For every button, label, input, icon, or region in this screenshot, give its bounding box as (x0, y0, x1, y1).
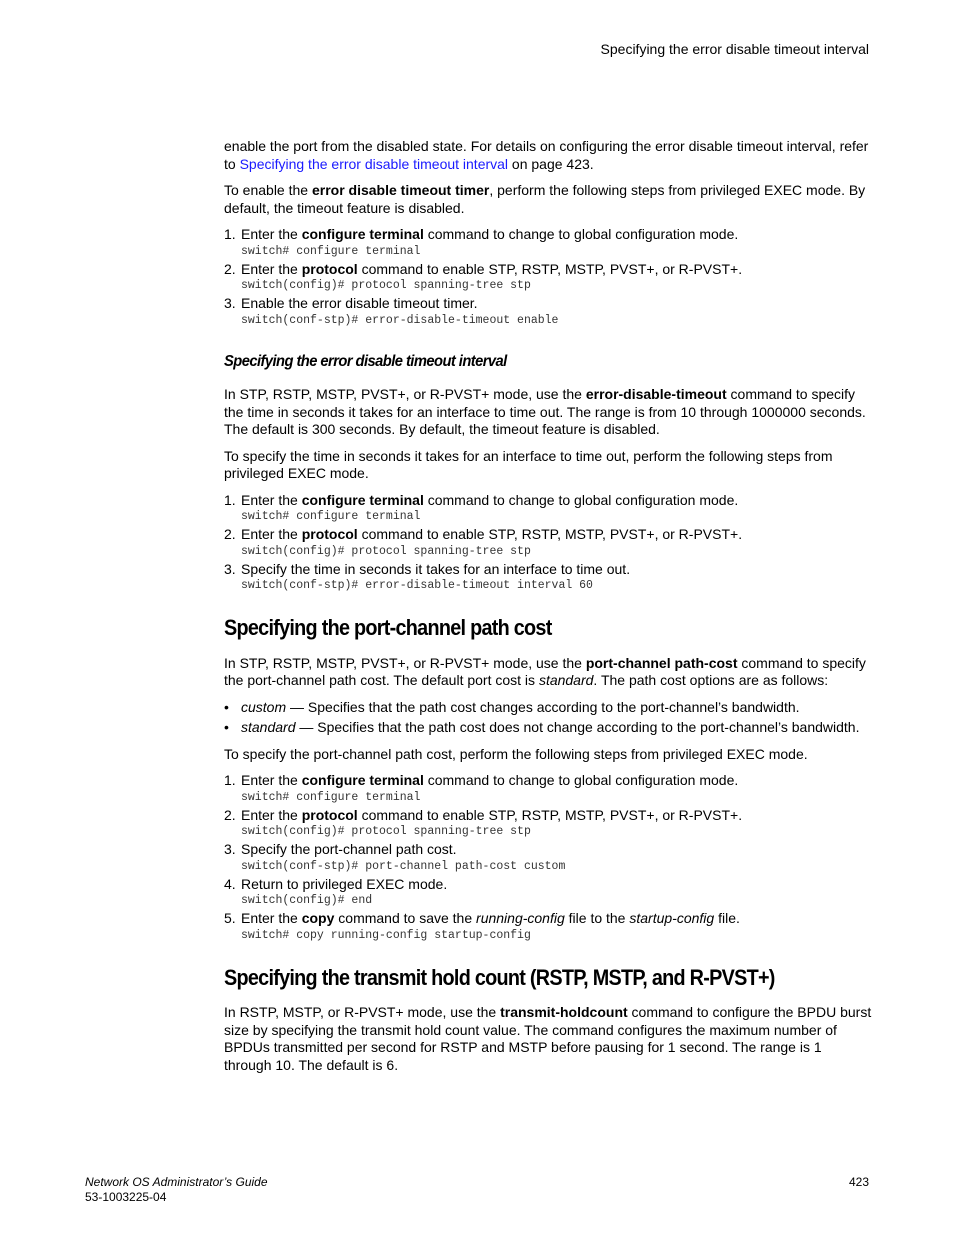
text: enable the port from the disabled state. For details on configuring the error disable timeout interval, refer to (224, 138, 869, 172)
step-number: 3. (224, 560, 236, 577)
step-number: 3. (224, 841, 236, 857)
text: file to the (564, 910, 630, 926)
text: command to change to global configuration mode. (423, 772, 739, 788)
text: Enter the (241, 491, 302, 508)
footer-doc-number: 53-1003225-04 (85, 1190, 167, 1204)
timeout-steps (224, 492, 872, 594)
bold-term: protocol (301, 526, 358, 542)
step-number: 4. (224, 875, 236, 892)
bold-term: configure terminal (301, 491, 424, 508)
bold-term: error disable timeout timer (311, 182, 490, 198)
list-item (224, 226, 872, 259)
bullet-glyph: • (224, 698, 229, 715)
text: command to enable STP, RSTP, MSTP, PVST+, or R-PVST+. (357, 526, 743, 542)
bold-term: protocol (301, 260, 358, 277)
text: file. (714, 910, 740, 926)
text: Specify the port-channel path cost. (241, 841, 457, 857)
code-example: switch# configure terminal (241, 790, 421, 804)
text: command to save the (334, 910, 477, 926)
italic-term: standard (241, 719, 296, 735)
list-item (224, 492, 872, 525)
subsection-heading: Specifying the error disable timeout interval (224, 352, 507, 370)
text: Enter the (241, 526, 302, 542)
text: command to configure the BPDU burst size by specifying the transmit hold count value. The command configures the maximum number of BPDUs transmitted per second for RSTP and MSTP before pausing for 1 second. The range is 1 through 10. The default is 6. (224, 1004, 872, 1073)
pathcost-paragraph-1 (224, 655, 872, 690)
text: In STP, RSTP, MSTP, PVST+, or R-PVST+ mode, use the (224, 654, 586, 671)
pathcost-paragraph-2: To specify the port-channel path cost, perform the following steps from privileged EXEC mode. (224, 745, 808, 762)
step-number: 5. (224, 910, 236, 926)
code-example: switch(conf-stp)# error-disable-timeout enable (241, 313, 559, 327)
step-number: 2. (224, 526, 236, 542)
italic-term: running-config (476, 910, 565, 926)
intro-paragraph-2 (224, 182, 872, 217)
bold-term: protocol (301, 806, 358, 823)
code-example: switch(conf-stp)# error-disable-timeout interval 60 (241, 579, 593, 592)
intro-steps (224, 226, 872, 328)
section-heading: Specifying the port-channel path cost (224, 615, 552, 640)
bold-term: copy (301, 910, 335, 926)
list-item (224, 699, 872, 717)
text: — Specifies that the path cost does not change according to the port-channel’s bandwidth. (295, 719, 860, 735)
step-number: 1. (224, 772, 236, 788)
text: Enter the (241, 226, 302, 242)
list-item (224, 526, 872, 559)
list-item (224, 772, 872, 805)
footer-doc-title: Network OS Administrator’s Guide (85, 1175, 268, 1189)
text: Enter the (241, 772, 302, 788)
text: To enable the (224, 182, 312, 198)
timeout-paragraph-1 (224, 386, 872, 439)
bold-term: transmit-holdcount (500, 1004, 628, 1020)
text: Enter the (241, 806, 302, 823)
text: Enable the error disable timeout timer. (241, 295, 478, 311)
text: , perform the following steps from privileged EXEC mode. By default, the timeout feature is disabled. (224, 182, 866, 216)
list-item (224, 561, 872, 594)
italic-term: custom (241, 698, 287, 715)
italic-term: startup-config (629, 910, 715, 926)
list-item (224, 295, 872, 328)
path-cost-options (224, 699, 872, 737)
page-content (224, 138, 872, 1083)
code-example: switch# copy running-config startup-config (241, 928, 531, 942)
code-example: switch# configure terminal (241, 244, 421, 258)
text: command to change to global configuration mode. (423, 226, 739, 242)
step-number: 2. (224, 260, 236, 277)
intro-paragraph-1 (224, 138, 872, 173)
bold-term: port-channel path-cost (585, 654, 738, 671)
text: Specify the time in seconds it takes for an interface to time out. (241, 560, 631, 577)
list-item (224, 841, 872, 874)
text: on page 423. (508, 155, 594, 172)
holdcount-paragraph-1 (224, 1004, 872, 1074)
bold-term: configure terminal (301, 772, 424, 788)
text: — Specifies that the path cost changes according to the port-channel’s bandwidth. (286, 698, 800, 715)
text: Return to privileged EXEC mode. (241, 875, 448, 892)
text: command to enable STP, RSTP, MSTP, PVST+, or R-PVST+. (357, 260, 743, 277)
text: command to enable STP, RSTP, MSTP, PVST+, or R-PVST+. (357, 806, 743, 823)
timeout-paragraph-2: To specify the time in seconds it takes for an interface to time out, perform the following steps from privileged EXEC mode. (224, 447, 833, 481)
text: In RSTP, MSTP, or R-PVST+ mode, use the (224, 1004, 501, 1020)
text: Enter the (241, 260, 302, 277)
section-heading: Specifying the transmit hold count (RSTP, MSTP, and R-PVST+) (224, 964, 775, 990)
code-example: switch# configure terminal (241, 510, 421, 523)
text: . The path cost options are as follows: (593, 672, 829, 688)
list-item (224, 261, 872, 294)
code-example: switch(config)# protocol spanning-tree stp (241, 544, 531, 558)
text: command to change to global configuration mode. (423, 491, 739, 508)
text: command to specify the time in seconds it takes for an interface to time out. The range is from 10 through 1000000 seconds. The default is 300 seconds. By default, the timeout feature is disabled. (224, 386, 866, 437)
list-item (224, 910, 872, 943)
bullet-glyph: • (224, 719, 229, 735)
text: Enter the (241, 910, 302, 926)
step-number: 1. (224, 491, 236, 508)
text: In STP, RSTP, MSTP, PVST+, or R-PVST+ mode, use the (224, 386, 586, 402)
list-item (224, 876, 872, 909)
code-example: switch(config)# protocol spanning-tree stp (241, 279, 531, 292)
pathcost-steps (224, 772, 872, 943)
italic-term: standard (538, 672, 594, 688)
running-header: Specifying the error disable timeout interval (600, 41, 869, 57)
step-number: 1. (224, 226, 236, 242)
code-example: switch(conf-stp)# port-channel path-cost custom (241, 859, 566, 873)
footer-page-number: 423 (848, 1175, 869, 1189)
list-item (224, 719, 872, 737)
cross-reference-link[interactable]: Specifying the error disable timeout interval (239, 155, 509, 172)
code-example: switch(config)# end (241, 894, 373, 907)
bold-term: configure terminal (301, 226, 424, 242)
step-number: 3. (224, 295, 236, 311)
step-number: 2. (224, 806, 236, 823)
code-example: switch(config)# protocol spanning-tree stp (241, 825, 531, 838)
list-item (224, 807, 872, 840)
bold-term: error-disable-timeout (585, 386, 727, 402)
text: command to specify the port-channel path cost. The default port cost is (224, 654, 866, 688)
footer-doc-info (85, 1175, 268, 1205)
